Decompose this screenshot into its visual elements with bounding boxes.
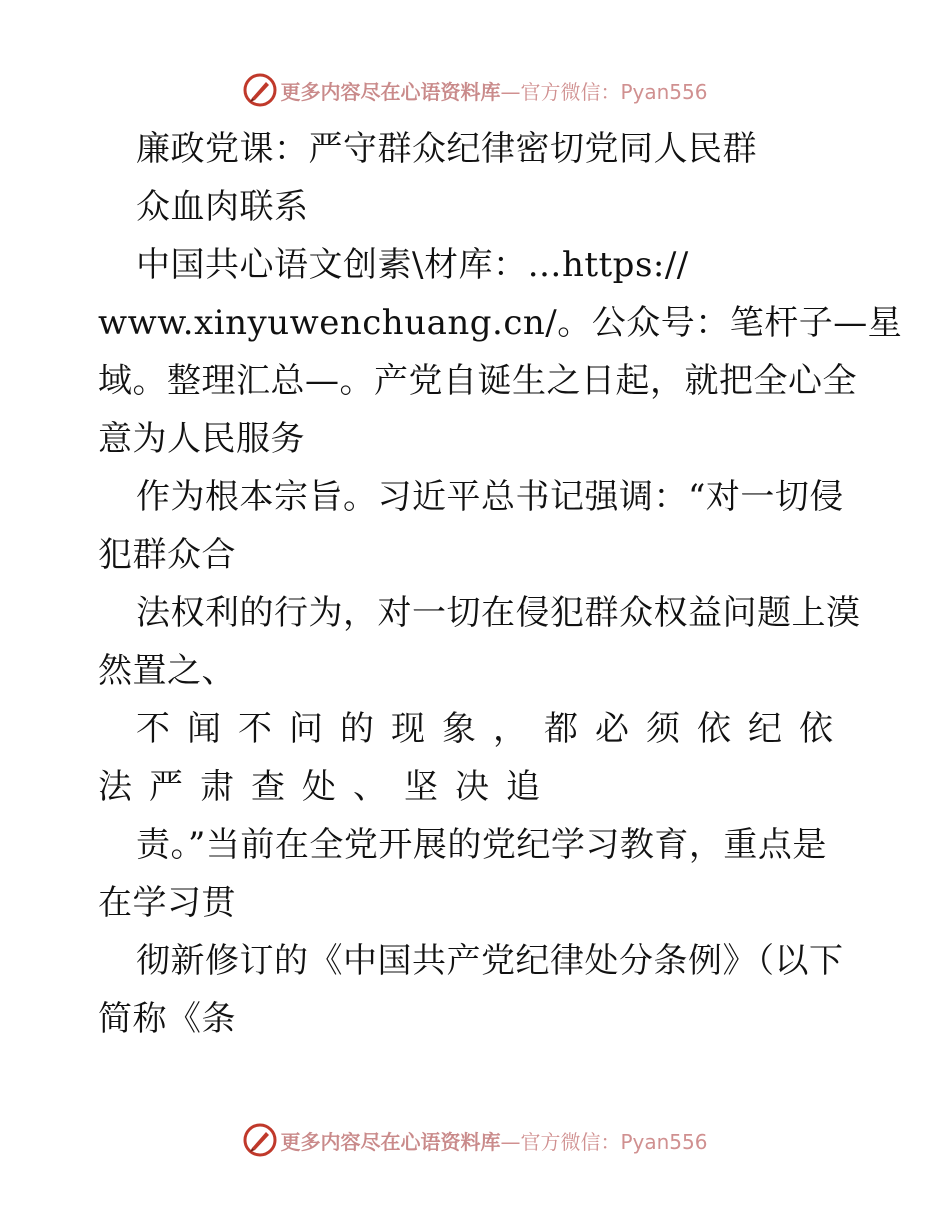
text-line: 廉政党课：严守群众纪律密切党同人民群 <box>136 129 757 169</box>
text-line: 众血肉联系 <box>136 187 309 227</box>
text-line: 法严肃查处、坚决追 <box>98 767 557 807</box>
text-line: 责。”当前在全党开展的党纪学习教育，重点是 <box>136 825 827 865</box>
quill-pen-logo-icon <box>242 72 278 108</box>
quill-pen-logo-icon <box>242 1122 278 1158</box>
text-line: 域。整理汇总—。产党自诞生之日起，就把全心全 <box>98 361 857 401</box>
text-line: 中国共心语文创素\材库：…https:// <box>136 245 689 285</box>
text-line: 彻新修订的《中国共产党纪律处分条例》（以下 <box>136 941 844 981</box>
text-line: 不闻不问的现象，都必须依纪依 <box>136 709 850 749</box>
watermark-main-text: 更多内容尽在心语资料库 <box>280 1129 501 1154</box>
text-line: 法权利的行为，对一切在侵犯群众权益问题上漠 <box>136 593 861 633</box>
footer-watermark <box>0 1120 950 1160</box>
text-line: 在学习贯 <box>98 883 236 923</box>
watermark-main-text: 更多内容尽在心语资料库 <box>280 79 501 104</box>
document-body <box>98 120 903 1048</box>
watermark-sub-text: —官方微信：Pyan556 <box>500 1129 708 1154</box>
text-line: 作为根本宗旨。习近平总书记强调：“对一切侵 <box>136 477 844 517</box>
watermark-sub-text: —官方微信：Pyan556 <box>500 79 708 104</box>
text-line: 犯群众合 <box>98 535 236 575</box>
text-line: 简称《条 <box>98 999 236 1039</box>
text-line: www.xinyuwenchuang.cn/。公众号：笔杆子—星 <box>98 303 903 343</box>
text-line: 然置之、 <box>98 651 236 691</box>
text-line: 意为人民服务 <box>98 419 305 459</box>
header-watermark <box>0 70 950 110</box>
